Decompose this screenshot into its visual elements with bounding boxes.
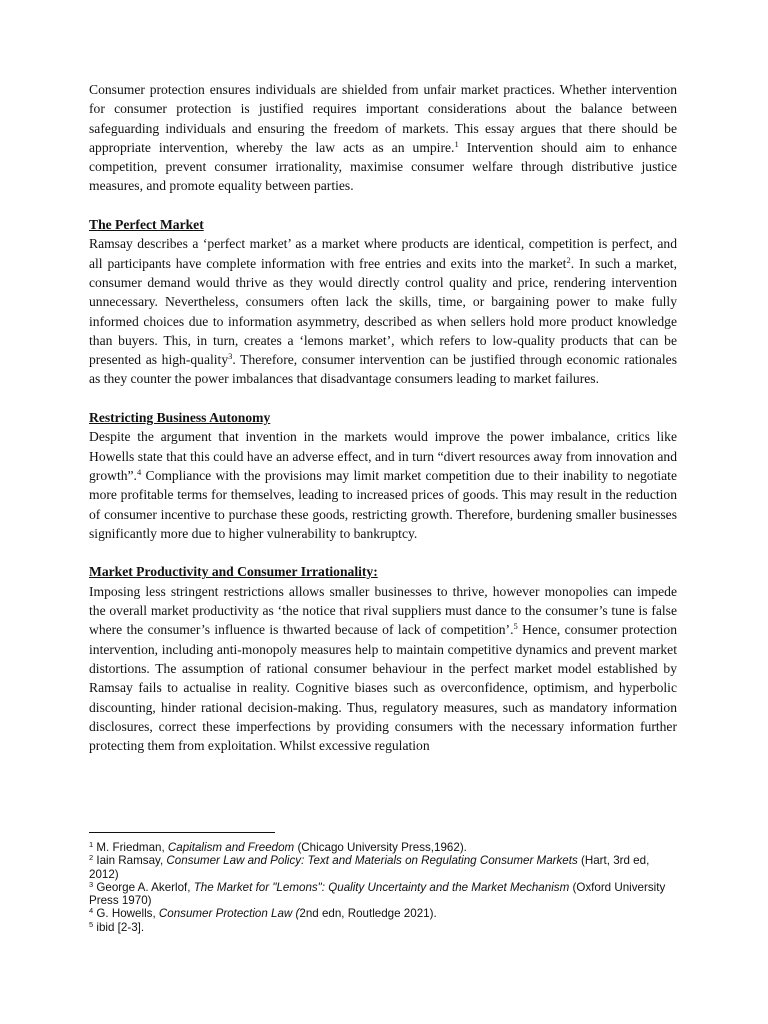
footnote-5 xyxy=(89,921,677,934)
footnote-text: G. Howells, xyxy=(93,907,159,921)
footnote-ref-4: 4 xyxy=(136,466,142,477)
footnote-ref-2: 2 xyxy=(566,254,571,265)
footnote-number: 4 xyxy=(89,906,94,916)
footnote-3 xyxy=(89,881,677,908)
heading-perfect-market: The Perfect Market xyxy=(89,217,204,233)
heading-market-productivity: Market Productivity and Consumer Irrationality: xyxy=(89,564,378,580)
paragraph-gap xyxy=(89,389,677,408)
footnote-text: Iain Ramsay, xyxy=(93,854,167,868)
paragraph-gap xyxy=(89,543,677,562)
perfect-market-text-b: . In such a market, consumer demand would thrive as they would directly control quality and price, rendering intervention unnecessary. Nevertheless, consumers often lack the skills, time, or bargaining power to make fully informed choices due to information asymmetry, described as when sellers hold more product knowledge than buyers. This, in turn, creates a ‘lemons market’, which refers to low-quality products that can be presented as high-quality xyxy=(89,255,677,368)
market-productivity-paragraph xyxy=(89,582,677,756)
footnote-number: 1 xyxy=(89,840,94,849)
footnote-title: The Market for "Lemons": Quality Uncertainty and the Market Mechanism xyxy=(193,880,570,894)
footnote-text: ibid [2-3]. xyxy=(93,920,145,934)
footnote-text: M. Friedman, xyxy=(93,841,168,854)
footnote-title: Capitalism and Freedom xyxy=(167,841,295,854)
footnote-number: 3 xyxy=(89,879,94,889)
business-autonomy-paragraph xyxy=(89,427,677,543)
footnote-title: Consumer Protection Law ( xyxy=(158,907,300,921)
perfect-market-text-c: . Therefore, consumer intervention can be justified through economic rationales as they counter the power imbalances that disadvantage consumers leading to market failures. xyxy=(89,352,678,387)
perfect-market-paragraph xyxy=(89,234,677,388)
footnote-number: 5 xyxy=(89,919,94,929)
footnote-text: (Hart, 3rd ed, 2012) xyxy=(89,854,650,881)
footnote-number: 2 xyxy=(89,853,94,863)
footnote-text: George A. Akerlof, xyxy=(93,880,194,894)
intro-text-b: Intervention should aim to enhance competition, prevent consumer irrationality, maximise consumer welfare through distributive justice measures, and promote equality between parties. xyxy=(89,139,677,194)
footnote-text: (Oxford University Press 1970) xyxy=(89,880,666,908)
footnote-ref-1: 1 xyxy=(454,138,459,149)
footnote-text: (Chicago University Press,1962). xyxy=(294,841,467,854)
market-productivity-text-b: Hence, consumer protection intervention, including anti-monopoly measures help to maintain competitive dynamics and prevent market distortions. The assumption of rational consumer behaviour in the perfect market model established by Ramsay fails to actualise in reality. Cognitive biases such as overconfidence, optimism, and hyperbolic discounting, hinder rational decision-making. Thus, regulatory measures, such as mandatory information disclosures, correct these imperfections by providing consumers with the necessary information further protecting them from exploitation. Whilst excessive regulation xyxy=(89,622,677,754)
footnote-1 xyxy=(89,841,677,854)
footnote-2 xyxy=(89,854,677,881)
business-autonomy-text-b: Compliance with the provisions may limit market competition due to their inability to negotiate more profitable terms for themselves, leading to increased prices of goods. This may result in the reduction of consumer incentive to purchase these goods, restricting growth. Therefore, burdening smaller businesses significantly more due to higher vulnerability to bankruptcy. xyxy=(89,467,677,541)
document-body xyxy=(89,80,677,755)
heading-business-autonomy: Restricting Business Autonomy xyxy=(89,410,271,426)
footnote-4 xyxy=(89,907,677,920)
intro-paragraph xyxy=(89,80,677,196)
footnote-ref-3: 3 xyxy=(228,351,233,362)
perfect-market-text-a: Ramsay describes a ‘perfect market’ as a market where products are identical, competition is perfect, and all participants have complete information with free entries and exits into the market xyxy=(89,236,677,271)
footnote-title: Consumer Law and Policy: Text and Materials on Regulating Consumer Markets xyxy=(166,854,578,868)
footnotes xyxy=(89,832,677,934)
footnote-text: 2nd edn, Routledge 2021). xyxy=(299,907,437,921)
market-productivity-text-a: Imposing less stringent restrictions allows smaller businesses to thrive, however monopolies can impede the overall market productivity as ‘the notice that rival suppliers must dance to the consumer’s tune is false where the consumer’s influence is thwarted because of lack of competition’. xyxy=(89,583,677,638)
business-autonomy-text-a: Despite the argument that invention in the markets would improve the power imbalance, critics like Howells state that this could have an adverse effect, and in turn “divert resources away from innovation and growth”. xyxy=(89,429,677,483)
footnote-ref-5: 5 xyxy=(513,621,518,632)
intro-text-a: Consumer protection ensures individuals are shielded from unfair market practices. Whether intervention for consumer protection is justified requires important considerations about the balance between safeguarding individuals and ensuring the freedom of markets. This essay argues that there should be appropriate intervention, whereby the law acts as an umpire. xyxy=(89,82,677,155)
paragraph-gap xyxy=(89,196,677,215)
footnote-separator xyxy=(89,832,275,833)
